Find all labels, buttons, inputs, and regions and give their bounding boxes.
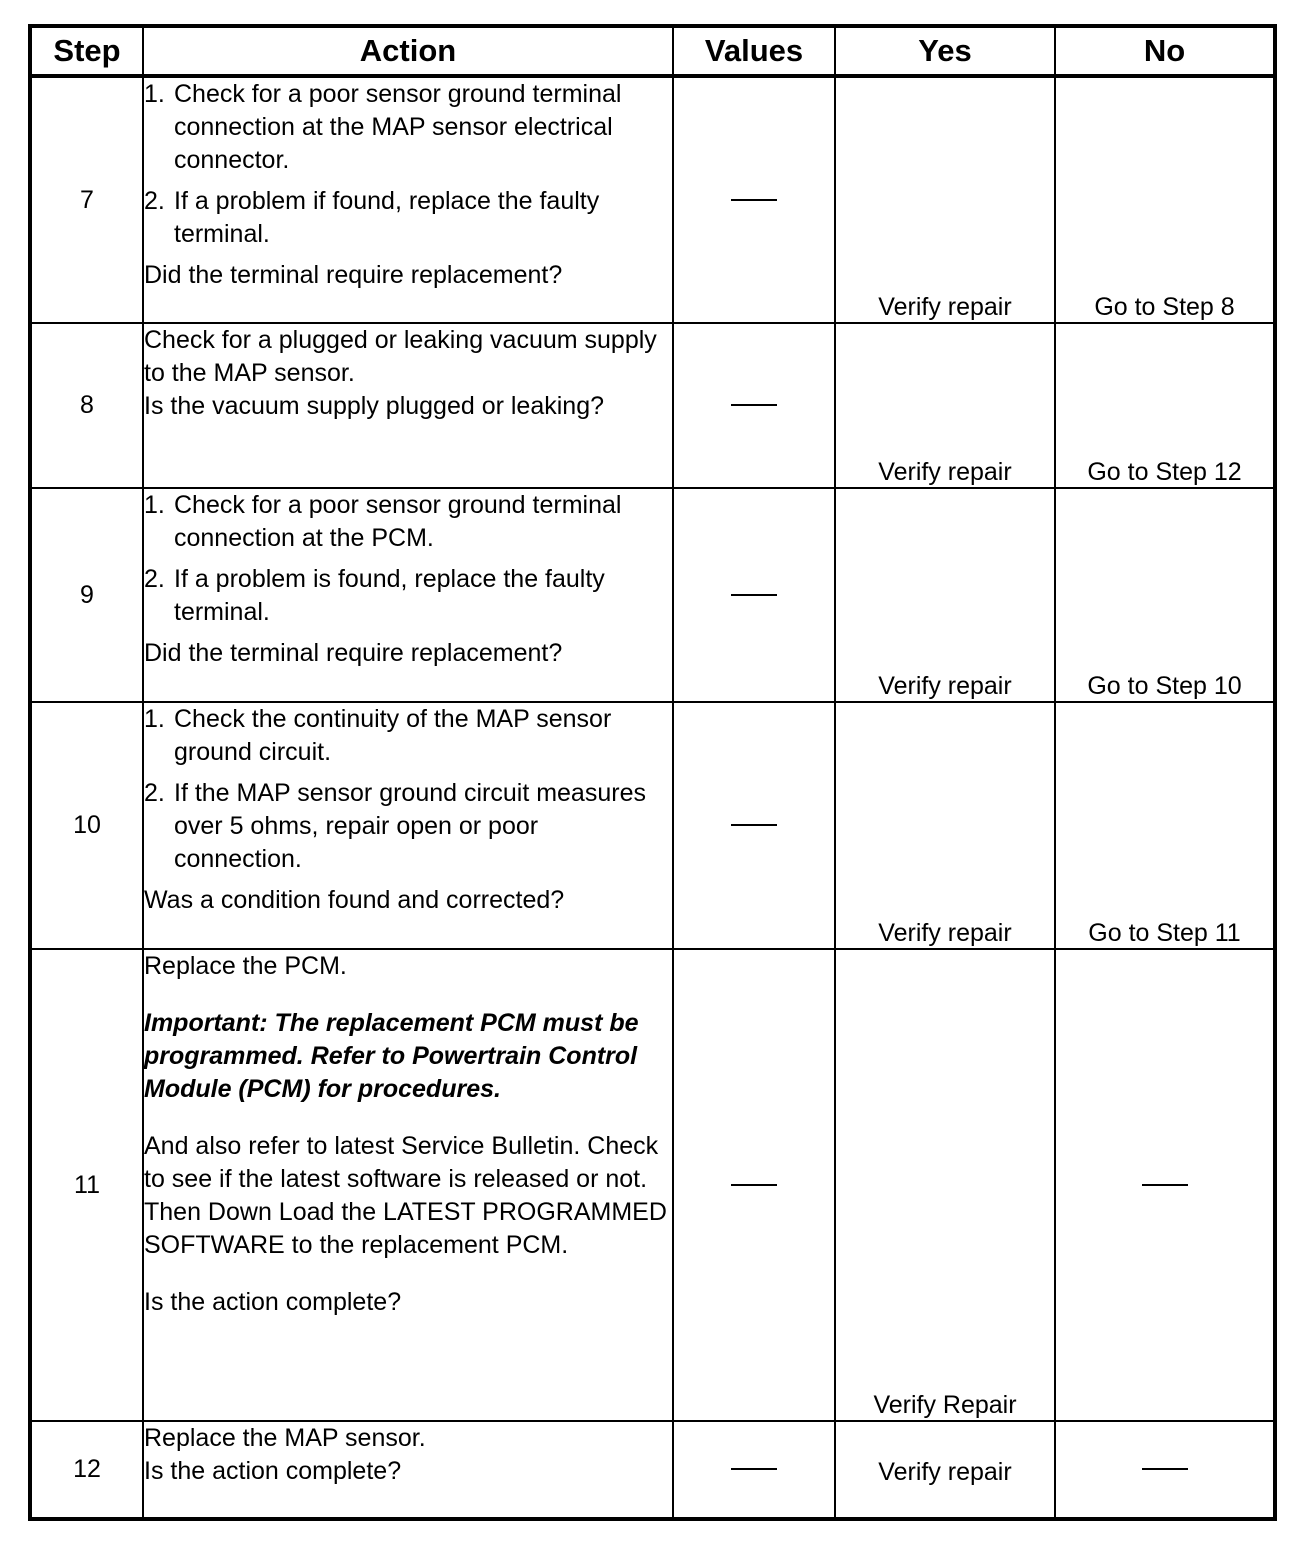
yes-cell: Verify repair [835,1421,1055,1519]
item-text: If a problem if found, replace the faulty terminal. [174,187,600,248]
table-row [30,76,1275,323]
no-cell: Go to Step 11 [1055,702,1275,949]
no-cell: Go to Step 8 [1055,76,1275,323]
table-row [30,323,1275,488]
item-number: 2. [144,565,165,593]
step-number: 8 [30,323,143,488]
list-item [144,489,672,555]
step-number: 12 [30,1421,143,1519]
values-cell [673,488,835,702]
no-cell [1055,1421,1275,1519]
item-text: Check the continuity of the MAP sensor ground circuit. [174,705,612,766]
action-question: Did the terminal require replacement? [144,639,563,667]
step-number: 11 [30,949,143,1421]
action-text: Replace the PCM. [144,952,347,980]
dash-icon [1142,1468,1188,1470]
dash-icon [731,824,777,826]
values-cell [673,323,835,488]
values-cell [673,949,835,1421]
service-bulletin-note: And also refer to latest Service Bulletin. Check to see if the latest software is released or not. Then Down Load the LATEST PROGRAMMED SOFTWARE to the replacement PCM. [144,1132,667,1259]
action-cell [143,949,673,1421]
dash-icon [731,594,777,596]
header-yes: Yes [835,26,1055,76]
values-cell [673,76,835,323]
table-row [30,1421,1275,1519]
step-number: 7 [30,76,143,323]
list-item [144,78,672,177]
item-number: 2. [144,187,165,215]
action-list [144,489,672,629]
action-question: Is the action complete? [144,1288,402,1316]
item-text: If a problem is found, replace the faulty terminal. [174,565,605,626]
table-row [30,702,1275,949]
yes-cell: Verify repair [835,488,1055,702]
list-item [144,777,672,876]
yes-cell: Verify repair [835,702,1055,949]
table-row [30,949,1275,1421]
dash-icon [731,199,777,201]
item-number: 1. [144,491,165,519]
list-item [144,563,672,629]
item-text: Check for a poor sensor ground terminal connection at the MAP sensor electrical connector. [174,80,622,174]
item-number: 1. [144,705,165,733]
values-cell [673,702,835,949]
list-item [144,703,672,769]
action-text: Replace the MAP sensor. [144,1424,426,1452]
dash-icon [731,1184,777,1186]
no-cell [1055,949,1275,1421]
action-cell [143,488,673,702]
yes-cell: Verify Repair [835,949,1055,1421]
diagnostic-table [28,24,1277,1521]
dash-icon [1142,1184,1188,1186]
step-number: 10 [30,702,143,949]
values-cell [673,1421,835,1519]
action-cell [143,702,673,949]
action-question: Is the action complete? [144,1457,402,1485]
item-number: 2. [144,779,165,807]
action-question: Was a condition found and corrected? [144,886,565,914]
item-text: If the MAP sensor ground circuit measures over 5 ohms, repair open or poor connection. [174,779,646,873]
header-action: Action [143,26,673,76]
action-list [144,703,672,876]
important-note: Important: The replacement PCM must be programmed. Refer to Powertrain Control Module (PCM) for procedures. [144,1009,639,1103]
action-cell [143,323,673,488]
no-cell: Go to Step 10 [1055,488,1275,702]
action-list [144,78,672,251]
header-step: Step [30,26,143,76]
dash-icon [731,1468,777,1470]
action-question: Did the terminal require replacement? [144,261,563,289]
no-cell: Go to Step 12 [1055,323,1275,488]
dash-icon [731,404,777,406]
header-row [30,26,1275,76]
item-number: 1. [144,80,165,108]
action-cell [143,76,673,323]
action-question: Is the vacuum supply plugged or leaking? [144,392,605,420]
yes-cell: Verify repair [835,76,1055,323]
action-cell [143,1421,673,1519]
list-item [144,185,672,251]
header-no: No [1055,26,1275,76]
item-text: Check for a poor sensor ground terminal connection at the PCM. [174,491,622,552]
step-number: 9 [30,488,143,702]
action-text: Check for a plugged or leaking vacuum supply to the MAP sensor. [144,326,657,387]
table-row [30,488,1275,702]
header-values: Values [673,26,835,76]
yes-cell: Verify repair [835,323,1055,488]
